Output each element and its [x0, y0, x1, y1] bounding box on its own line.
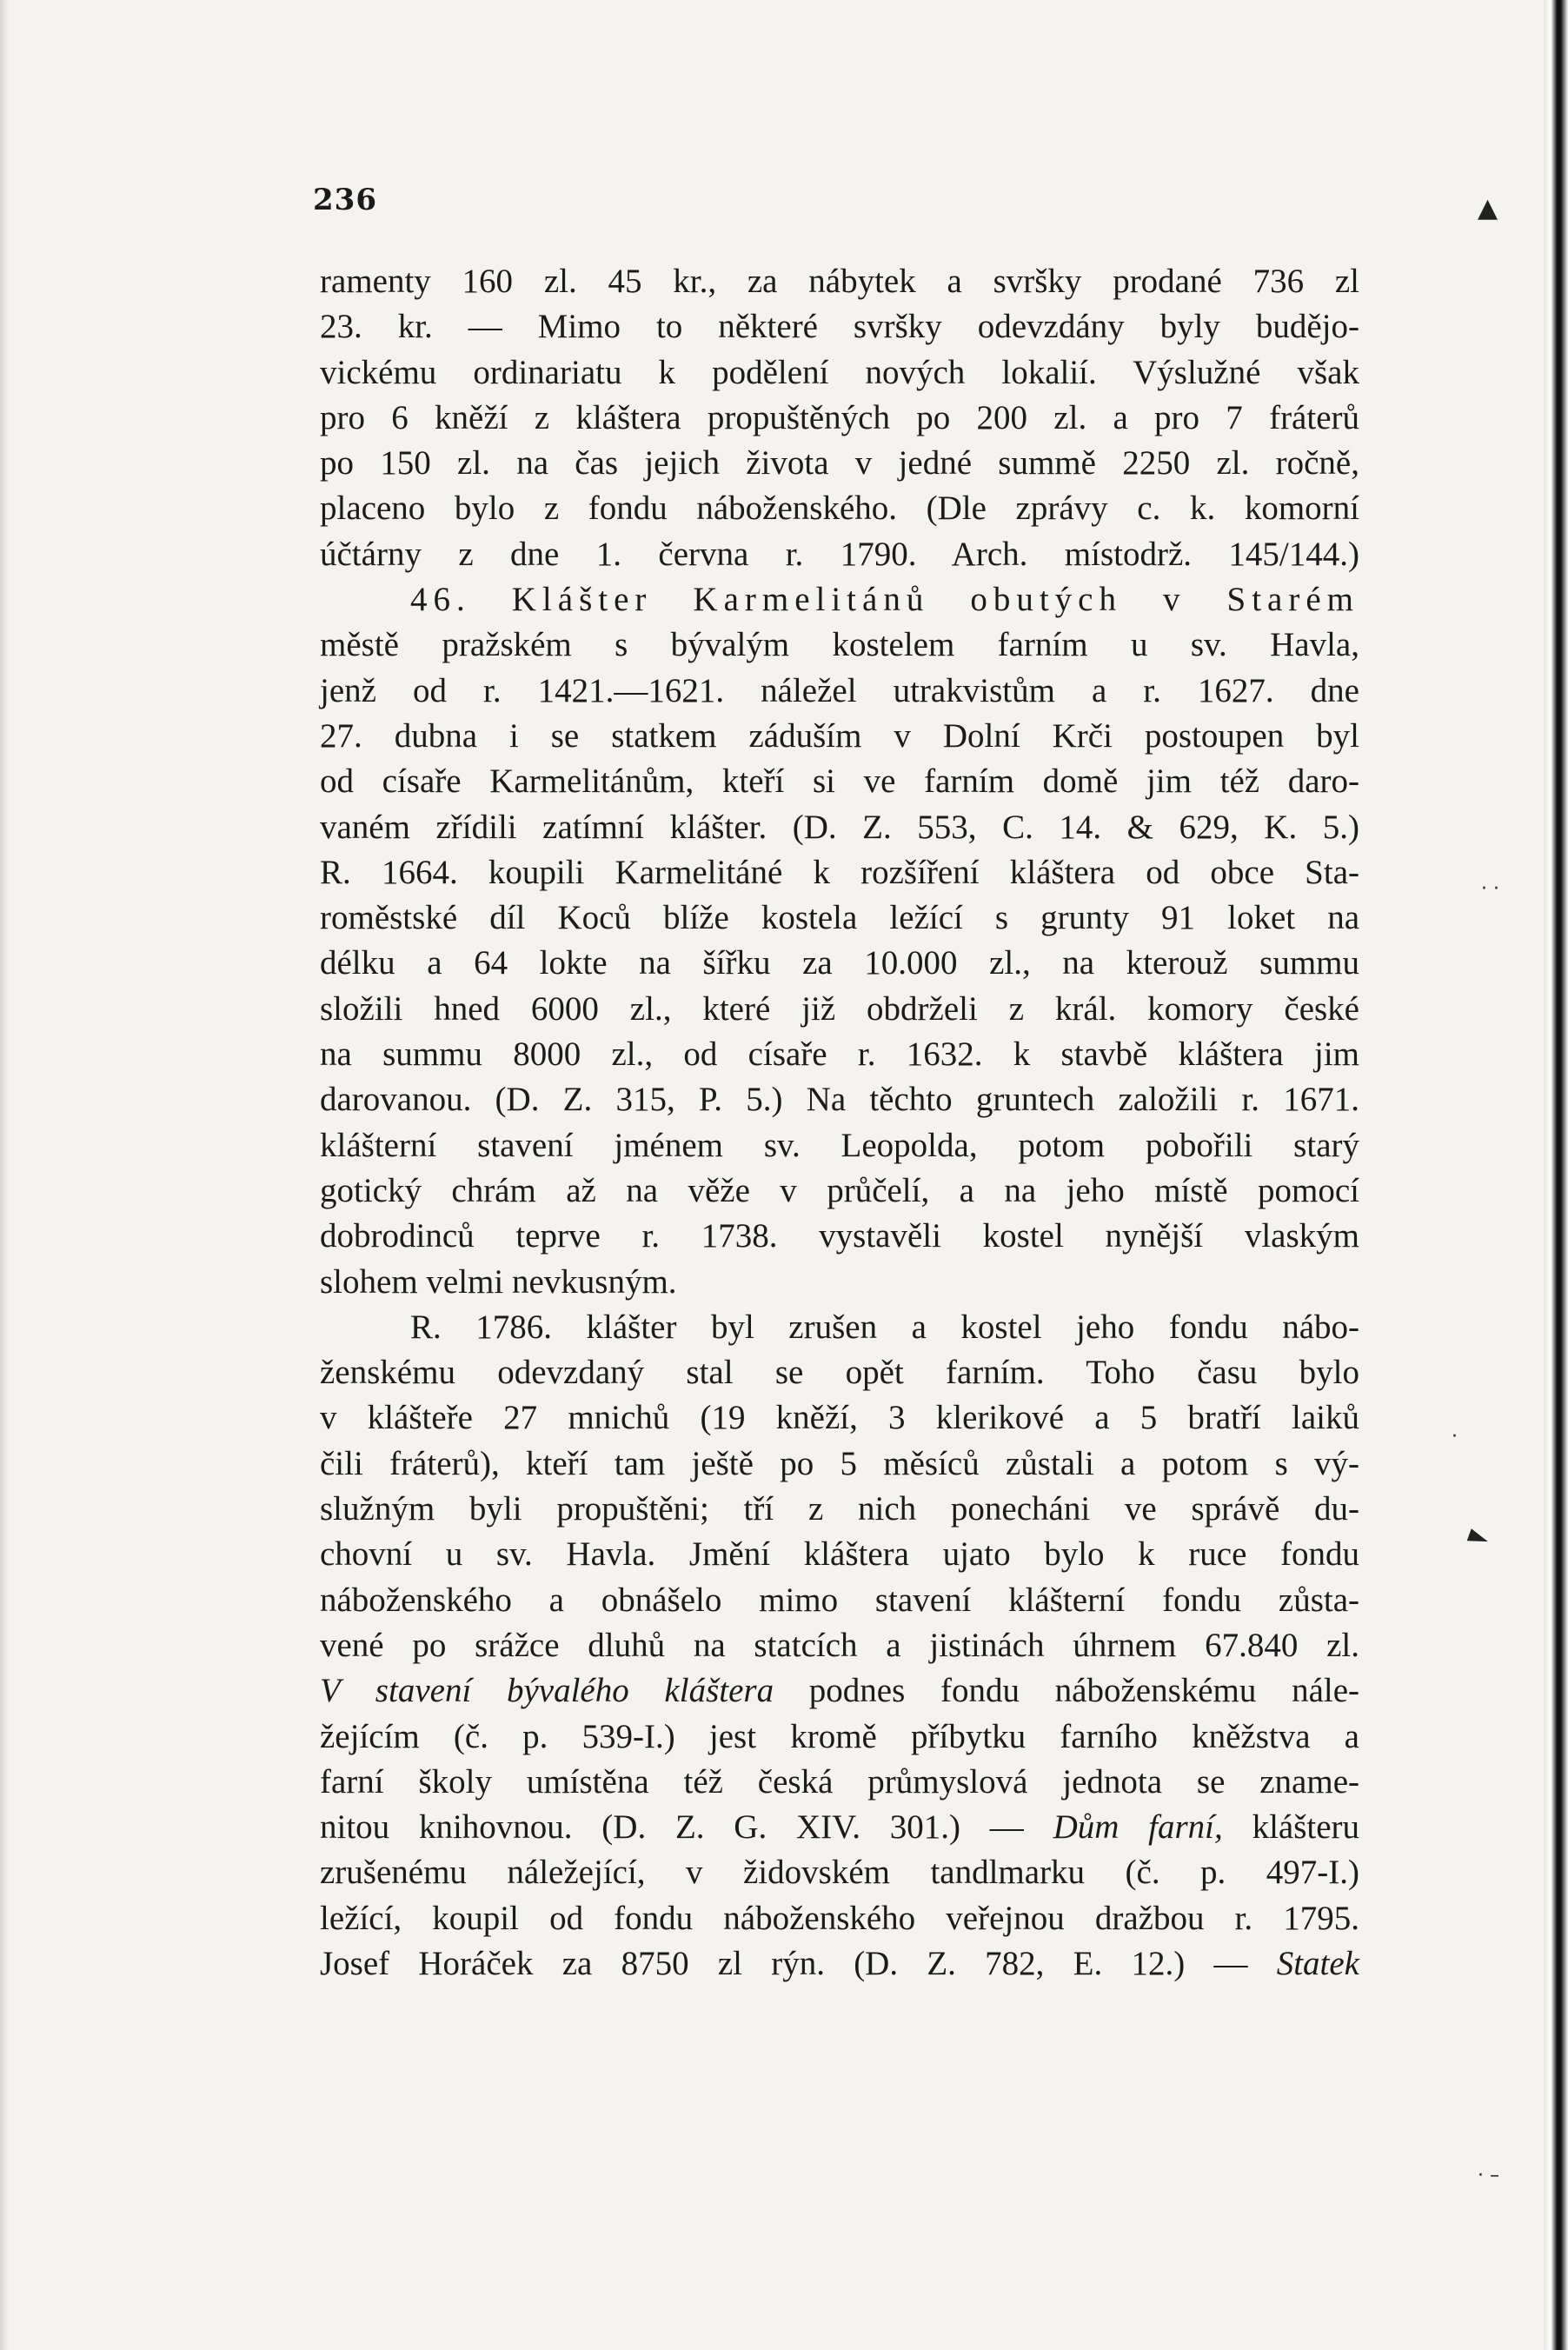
text-fragment: Josef Horáček za 8750 zl rýn. (D. Z. 782, E. 12.) —: [320, 1944, 1248, 1982]
margin-dot-icon: ·: [1452, 1426, 1458, 1448]
text-line: náboženského a obnášelo mimo stavení klášterní fondu zůsta-: [320, 1581, 1359, 1619]
margin-dot-icon: · –: [1478, 2165, 1499, 2187]
body-text: [320, 259, 1359, 1987]
text-line: délku a 64 lokte na šířku za 10.000 zl., na kterouž summu: [320, 944, 1359, 982]
text-line: účtárny z dne 1. června r. 1790. Arch. místodrž. 145/144.): [320, 535, 1359, 573]
text-line: pro 6 kněží z kláštera propuštěných po 200 zl. a pro 7 fráterů: [320, 398, 1359, 436]
text-line: po 150 zl. na čas jejich života v jedné summě 2250 zl. ročně,: [320, 444, 1359, 483]
text-line: městě pražském s bývalým kostelem farním u sv. Havla,: [320, 626, 1359, 664]
text-line: placeno bylo z fondu náboženského. (Dle zprávy c. k. komorní: [320, 489, 1359, 528]
section-heading-line: 46. Klášter Karmelitánů obutých v Starém: [410, 581, 1359, 619]
page-number: 236: [313, 183, 377, 217]
text-line: na summu 8000 zl., od císaře r. 1632. k stavbě kláštera jim: [320, 1035, 1359, 1074]
text-line: chovní u sv. Havla. Jmění kláštera ujato bylo k ruce fondu: [320, 1535, 1359, 1574]
text-fragment: nitou knihovnou. (D. Z. G. XIV. 301.) —: [320, 1808, 1024, 1847]
text-line: zrušenému náležející, v židovském tandlmarku (č. p. 497-I.): [320, 1854, 1359, 1892]
margin-mark-icon: ►: [1464, 1519, 1494, 1554]
text-line: služným byli propuštěni; tří z nich ponecháni ve správě du-: [320, 1490, 1359, 1528]
text-line: vickému ordinariatu k podělení nových lokalií. Výslužné však: [320, 353, 1359, 391]
text-line: od císaře Karmelitánům, kteří si ve farním domě jim též daro-: [320, 762, 1359, 801]
text-line: R. 1664. koupili Karmelitáné k rozšíření kláštera od obce Sta-: [320, 853, 1359, 891]
text-line: 23. kr. — Mimo to některé svršky odevzdány byly budějo-: [320, 308, 1359, 346]
text-line: darovanou. (D. Z. 315, P. 5.) Na těchto gruntech založili r. 1671.: [320, 1081, 1359, 1119]
italic-phrase: Statek: [1276, 1944, 1359, 1982]
text-line: v klášteře 27 mnichů (19 kněží, 3 klerikové a 5 bratří laiků: [320, 1399, 1359, 1437]
text-line: R. 1786. klášter byl zrušen a kostel jeho fondu nábo-: [410, 1308, 1359, 1346]
text-line: čili fráterů), kteří tam ještě po 5 měsíců zůstali a potom s vý-: [320, 1444, 1359, 1482]
text-line: ramenty 160 zl. 45 kr., za nábytek a svršky prodané 736 zl: [320, 263, 1359, 300]
text-line: vené po srážce dluhů na statcích a jistinách úhrnem 67.840 zl.: [320, 1626, 1359, 1664]
text-line: roměstské díl Koců blíže kostela ležící s grunty 91 loket na: [320, 899, 1359, 937]
text-line-with-italic: [320, 1941, 1359, 1987]
text-line: klášterní stavení jménem sv. Leopolda, potom pobořili starý: [320, 1126, 1359, 1164]
margin-mark-icon: ▲: [1478, 193, 1498, 223]
margin-dot-icon: · ·: [1481, 878, 1499, 900]
italic-phrase: Dům farní,: [1053, 1808, 1223, 1847]
page-left-edge: [0, 0, 9, 2350]
text-line: 27. dubna i se statkem záduším v Dolní Krči postoupen byl: [320, 716, 1359, 755]
text-line: ležící, koupil od fondu náboženského veřejnou dražbou r. 1795.: [320, 1899, 1359, 1937]
text-line: farní školy umístěna též česká průmyslová jednota se zname-: [320, 1762, 1359, 1801]
text-line: jenž od r. 1421.—1621. náležel utrakvistům a r. 1627. dne: [320, 671, 1359, 709]
text-line: gotický chrám až na věže v průčelí, a na jeho místě pomocí: [320, 1171, 1359, 1209]
text-line: slohem velmi nevkusným.: [320, 1262, 677, 1301]
page-right-edge: [1544, 0, 1568, 2350]
text-line: složili hned 6000 zl., které již obdrželi z král. komory české: [320, 989, 1359, 1028]
italic-phrase: V stavení bývalého kláštera: [320, 1672, 774, 1710]
text-fragment: podnes fondu náboženskému nále-: [808, 1672, 1360, 1710]
text-fragment: klášteru: [1252, 1808, 1360, 1847]
text-line: vaném zřídili zatímní klášter. (D. Z. 553, C. 14. & 629, K. 5.): [320, 808, 1359, 846]
text-line: ženskému odevzdaný stal se opět farním. Toho času bylo: [320, 1354, 1359, 1392]
text-line: žejícím (č. p. 539-I.) jest kromě příbytku farního kněžstva a: [320, 1717, 1359, 1755]
text-line-with-italic: [320, 1668, 1359, 1714]
text-line: dobrodinců teprve r. 1738. vystavěli kostel nynější vlaským: [320, 1217, 1359, 1255]
text-line-with-italic: [320, 1805, 1359, 1850]
